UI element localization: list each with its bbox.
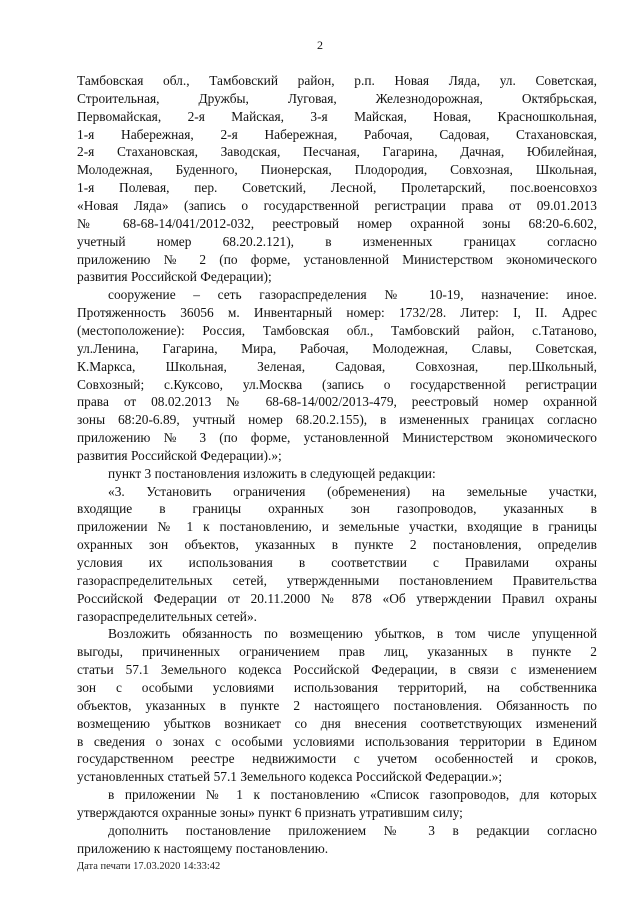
text-line: Строительная, Дружбы, Луговая, Железнодорожная, Октябрьская, [77,90,597,106]
text-line: Совхозный; с.Куксово, ул.Москва (запись о государственной регистрации [77,376,597,392]
text-line: утверждаются охранные зоны» пункт 6 признать утратившим силу; [77,804,463,820]
text-line: приложению № 2 (по форме, установленной Министерством экономического [77,251,597,267]
text-line: сооружение – сеть газораспределения № 10-19, назначение: иное. [108,287,597,303]
text-line: Молодежная, Буденного, Пионерская, Плодородия, Совхозная, Школьная, [77,162,597,178]
text-line: в приложении № 1 к постановлению «Список газопроводов, для которых [108,787,597,802]
text-line: ул.Ленина, Гагарина, Мира, Рабочая, Молодежная, Славы, Советская, [77,340,597,356]
text-line: развития Российской Федерации).»; [77,447,282,463]
text-line: (местоположение): Россия, Тамбовская обл., Тамбовский район, с.Татаново, [77,322,597,338]
text-line: объектов, указанных в пункте 2 настоящего постановления. Обязанность по [77,697,597,713]
text-line: учетный номер 68.20.2.121), в измененных границах согласно [77,233,597,249]
text-line: приложении № 1 к постановлению, и земельные участки, входящие в границы [77,519,597,535]
text-line: дополнить постановление приложением № 3 в редакции согласно [108,822,597,838]
text-line: зоны 68:20-6.89, учтный номер 68.20.2.155), в измененных границах согласно [77,412,597,428]
text-line: пункт 3 постановления изложить в следующей редакции: [108,465,436,481]
text-line: 1-я Полевая, пер. Советский, Лесной, Пролетарский, пос.военсовхоз [77,180,597,196]
text-line: приложению № 3 (по форме, установленной Министерством экономического [77,430,597,445]
text-line: государственном реестре недвижимости с учетом особенностей и сроков, [77,751,597,767]
text-line: зон с особыми условиями использования территорий, на собственника [77,679,597,695]
text-line: в сведения о зонах с особыми условиями использования территории в Едином [77,733,597,749]
text-line: установленных статьей 57.1 Земельного кодекса Российской Федерации.»; [77,769,503,785]
text-line: права от 08.02.2013 № 68-68-14/002/2013-479, реестровый номер охранной [77,394,597,410]
text-line: возмещению убытков возникает со дня внесения соответствующих изменений [77,715,597,731]
text-line: «Новая Ляда» (запись о государственной регистрации права от 09.01.2013 [77,198,597,213]
text-line: выгоды, причиненных ограничением прав лиц, указанных в пункте 2 [77,644,597,660]
text-line: охранных зон объектов, указанных в пункте 2 постановления, определив [77,537,597,553]
text-line: № 68-68-14/041/2012-032, реестровый номер охранной зоны 68:20-6.602, [77,215,597,231]
text-line: Тамбовская обл., Тамбовский район, р.п. Новая Ляда, ул. Советская, [77,73,597,88]
text-line: статьи 57.1 Земельного кодекса Российской Федерации, в связи с изменением [77,662,597,678]
text-line: приложению к настоящему постановлению. [77,840,329,856]
text-line: газораспределительных сетей, утвержденными постановлением Правительства [77,572,597,588]
text-line: «3. Установить ограничения (обременения) на земельные участки, [108,483,597,499]
text-line: Российской Федерации от 20.11.2000 № 878 «Об утверждении Правил охраны [77,590,597,606]
text-line: условия их использования в соответствии с Правилами охраны [77,555,597,570]
text-line: 1-я Набережная, 2-я Набережная, Рабочая, Садовая, Стахановская, [77,126,597,142]
print-date-footer: Дата печати 17.03.2020 14:33:42 [77,861,221,872]
text-line: 2-я Стахановская, Заводская, Песчаная, Гагарина, Дачная, Юбилейная, [77,144,597,160]
text-line: входящие в границы охранных зон газопроводов, указанных в [77,501,597,517]
text-line: газораспределительных сетей». [77,608,258,624]
text-line: Возложить обязанность по возмещению убытков, в том числе упущенной [108,626,597,642]
page-number: 2 [317,38,323,52]
text-line: Первомайская, 2-я Майская, 3-я Майская, Новая, Красношкольная, [77,108,597,124]
text-line: К.Маркса, Школьная, Зеленая, Садовая, Совхозная, пер.Школьный, [77,358,597,374]
text-line: Протяженность 36056 м. Инвентарный номер: 1732/28. Литер: I, II. Адрес [77,305,597,321]
text-line: развития Российской Федерации); [77,269,272,285]
